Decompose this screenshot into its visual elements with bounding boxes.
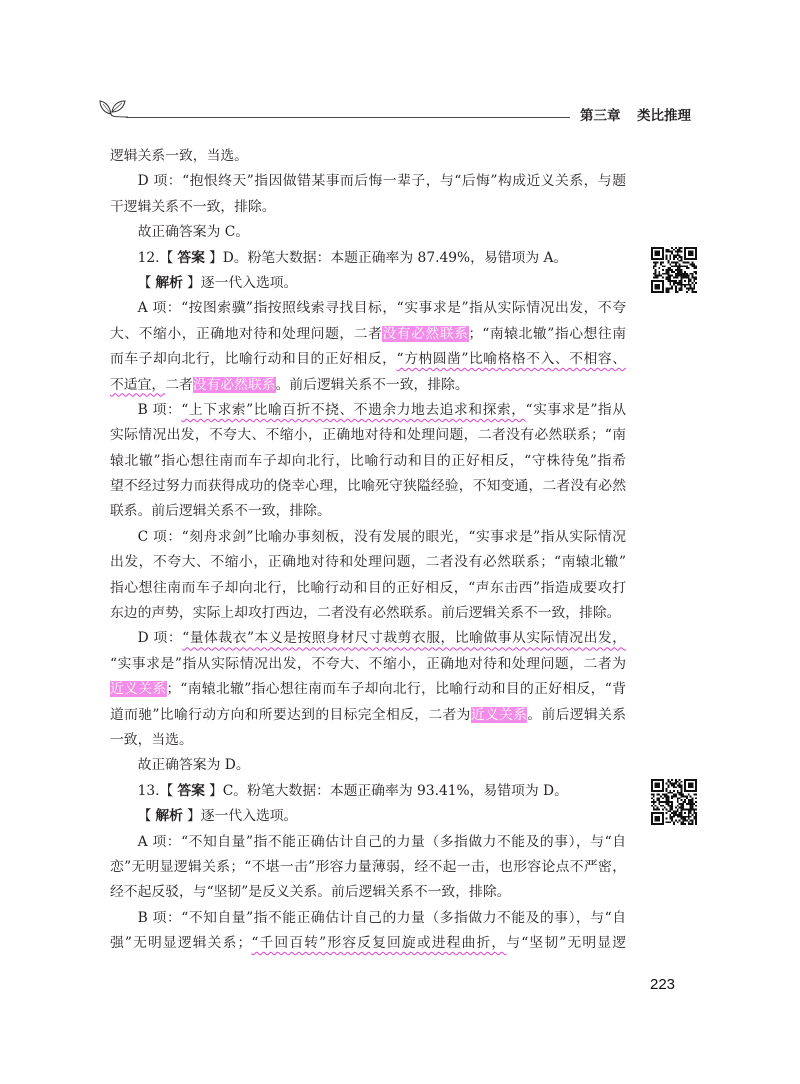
bracket-close: 】 [208, 782, 223, 799]
option-c-line: C 项：“刻舟求剑”比喻办事刻板，没有发展的眼光，“实事求是”指从实际情况 [137, 528, 626, 545]
text-segment: 而车子却向北行，比喻行动和目的正好相反， [110, 351, 397, 368]
answer-text: D。粉笔大数据：本题正确率为 87.49%，易错项为 A。 [222, 249, 568, 266]
highlighted-phrase: 没有必然联系 [192, 376, 276, 393]
text-line: 出发，不夸大、不缩小，正确地对待和处理问题，二者没有必然联系；“南辕北辙” [110, 554, 626, 571]
answer-label [160, 250, 223, 266]
highlighted-phrase: 近义关系 [470, 706, 528, 723]
text-line: 东边的声势，实际上却攻打西边，二者没有必然联系。前后逻辑关系不一致，排除。 [110, 605, 621, 622]
text-line: 实际情况出发，不夸大、不缩小，正确地对待和处理问题，二者没有必然联系；“南 [110, 427, 626, 444]
text-line: 恋”无明显逻辑关系；“不堪一击”形容力量薄弱，经不起一击，也形容论点不严密， [110, 858, 626, 875]
question-number: 12. [137, 249, 160, 266]
highlighted-phrase: 近义关系 [110, 681, 167, 698]
text-line: 望不经过努力而获得成功的侥幸心理，比喻死守狭隘经验，不知变通，二者没有必然 [110, 478, 626, 495]
page-body [110, 144, 626, 957]
page-number: 223 [650, 976, 676, 993]
option-b-line [110, 398, 626, 423]
text-line: 逻辑关系一致，当选。 [110, 148, 248, 164]
answer-label-text: 答案 [177, 249, 205, 266]
text-segment: ；“南辕北辙”指心想往南而车子却向北行，比喻行动和目的正好相反，“背 [166, 681, 626, 698]
option-a-line: A 项：“按图索骥”指按照线索寻找目标，“实事求是”指从实际情况出发，不夸 [137, 300, 626, 317]
analysis-text: 逐一代入选项。 [200, 808, 298, 825]
answer-label-text: 答案 [177, 782, 205, 799]
bracket-open: 【 [137, 808, 152, 825]
text-segment: 道而驰”比喻行动方向和所要达到的目标完全相反，二者为 [110, 706, 471, 723]
analysis-line [110, 804, 626, 829]
answer-line [110, 246, 626, 271]
option-d-line: D 项：“抱恨终天”指因做错某事而后悔一辈子，与“后悔”构成近义关系，与题 [137, 173, 626, 190]
option-d-line [110, 626, 626, 651]
chapter-number: 第三章 [580, 108, 621, 124]
analysis-text: 逐一代入选项。 [200, 274, 298, 291]
bracket-close: 】 [186, 808, 201, 825]
analysis-label [138, 275, 201, 291]
text-segment: 强”无明显逻辑关系； [110, 935, 252, 952]
underlined-phrase: “量体裁衣”本义是按照身材尺寸裁剪衣服，比喻做事从实际情况出发， [182, 630, 626, 647]
question-number: 13. [137, 782, 160, 799]
option-b-line: B 项：“不知自量”指不能正确估计自己的力量（多指做力不能及的事），与“自 [137, 909, 626, 926]
text-segment: ；“南辕北辙”指心想往南 [468, 325, 626, 342]
bracket-open: 【 [159, 249, 174, 266]
text-line [110, 703, 626, 728]
underlined-phrase: “上下求索”比喻百折不挠、不遗余力地去追求和探索， [181, 401, 526, 418]
bracket-open: 【 [159, 782, 174, 799]
text-segment: 二者 [165, 376, 193, 393]
analysis-label-text: 解析 [155, 808, 183, 825]
conclusion: 故正确答案为 C。 [137, 224, 250, 241]
chapter-title: 类比推理 [637, 108, 691, 124]
text-line [110, 931, 626, 956]
text-line [110, 677, 626, 702]
qr-modules [651, 247, 697, 293]
qr-modules [651, 779, 697, 825]
bracket-close: 】 [186, 274, 201, 291]
analysis-label-text: 解析 [155, 274, 183, 291]
answer-text: C。粉笔大数据：本题正确率为 93.41%，易错项为 D。 [222, 782, 568, 799]
qr-code-icon [651, 779, 697, 825]
underlined-phrase: “千回百转”形容反复回旋或进程曲折， [251, 935, 507, 952]
text-line [110, 347, 626, 372]
text-segment: B 项： [137, 401, 182, 418]
header-rule [126, 117, 570, 118]
underlined-phrase: 不适宜， [110, 376, 166, 393]
underlined-phrase: “方枘圆凿”比喻格格不入、不相容、 [396, 351, 626, 368]
text-line [110, 322, 626, 347]
text-line: 干逻辑关系不一致，排除。 [110, 198, 276, 215]
conclusion: 故正确答案为 D。 [137, 757, 250, 774]
text-line: 联系。前后逻辑关系不一致，排除。 [110, 503, 331, 520]
option-a-line: A 项：“不知自量”指不能正确估计自己的力量（多指做力不能及的事），与“自 [137, 833, 626, 850]
text-segment: 。前后逻辑关系 [527, 706, 626, 723]
text-line: 辕北辙”指心想往南而车子却向北行，比喻行动和目的正好相反，“守株待兔”指希 [110, 452, 626, 469]
analysis-line [110, 271, 626, 296]
highlighted-phrase: 没有必然联系 [382, 325, 469, 342]
qr-code-icon [651, 247, 697, 293]
answer-line [110, 779, 626, 804]
bracket-open: 【 [137, 274, 152, 291]
text-segment: D 项： [137, 630, 183, 647]
text-segment: 与“坚韧”无明显逻 [506, 935, 626, 952]
text-line: 指心想往南而车子却向北行，比喻行动和目的正好相反，“声东击西”指造成要攻打 [110, 579, 626, 596]
answer-label [160, 783, 223, 799]
analysis-label [138, 808, 201, 824]
text-line: “实事求是”指从实际情况出发，不夸大、不缩小，正确地对待和处理问题，二者为 [110, 655, 626, 672]
text-line: 经不起反驳，与“坚韧”是反义关系。前后逻辑关系不一致，排除。 [110, 884, 511, 901]
text-segment: 。前后逻辑关系不一致，排除。 [275, 376, 469, 393]
bracket-close: 】 [208, 249, 223, 266]
text-line: 一致，当选。 [110, 731, 193, 748]
text-segment: 大、不缩小，正确地对待和处理问题，二者 [110, 325, 383, 342]
text-segment: “实事求是”指从 [525, 401, 626, 418]
running-header [98, 96, 698, 124]
sprout-icon [98, 96, 128, 120]
text-line [110, 373, 626, 398]
